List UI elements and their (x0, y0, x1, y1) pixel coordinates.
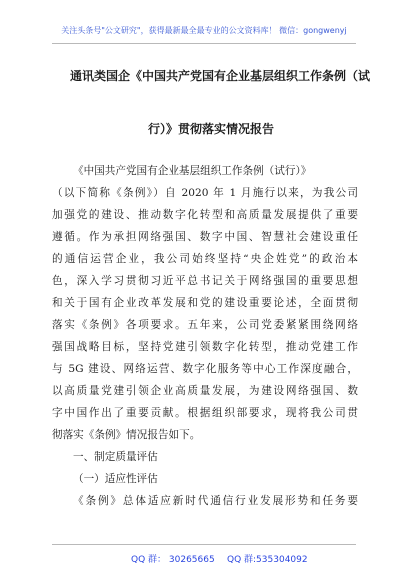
paragraph-intro (52, 160, 358, 446)
body-line: 字中国作出了重要贡献。根据组织部要求，现将我公司贯 (52, 407, 358, 419)
section-heading (52, 446, 358, 468)
body-line: 强国战略目标，坚持党建引领数字化转型，推动党建工作 (52, 341, 358, 353)
body-line: （以下简称《条例》）自 2020 年 1 月施行以来，为我公司 (52, 187, 358, 199)
qq-group-2: QQ 群:535304092 (227, 555, 308, 565)
section-heading-text: 一、制定质量评估 (73, 451, 158, 463)
body-line: 和关于国有企业改革发展和党的建设重要论述，全面贯彻 (52, 297, 358, 309)
subsection-heading (52, 468, 358, 490)
qq-group-1: QQ 群： 30265665 (131, 555, 215, 565)
document-title-line-2: 行）》贯彻落实情况报告 (148, 122, 275, 136)
header-divider (52, 43, 356, 44)
body-line: 与 5G 建设、网络运营、数字化服务等中心工作深度融合， (52, 363, 358, 375)
body-line: 《中国共产党国有企业基层组织工作条例（试行）》 (73, 165, 312, 177)
footer-divider (52, 544, 356, 545)
paragraph-assessment (52, 490, 358, 512)
body-line: 以高质量党建引领企业高质量发展，为建设网络强国、数 (52, 385, 358, 397)
promo-banner: 关注头条号"公文研究"，获得最新最全最专业的公文资料库！ 微信：gongwenyj (61, 26, 347, 35)
body-line: 《条例》总体适应新时代通信行业发展形势和任务要 (73, 495, 358, 507)
body-line: 加强党的建设、推动数字化转型和高质量发展提供了重要 (52, 209, 358, 221)
body-line: 彻落实《条例》情况报告如下。 (52, 429, 201, 441)
subsection-heading-text: （一）适应性评估 (73, 473, 158, 485)
body-line: 的通信运营企业，我公司始终坚持“央企姓党”的政治本 (52, 253, 358, 265)
document-body (52, 160, 358, 512)
document-title-line-1: 通讯类国企《中国共产党国有企业基层组织工作条例（试 (70, 69, 371, 83)
body-line: 遵循。作为承担网络强国、数字中国、智慧社会建设重任 (52, 231, 358, 243)
body-line: 落实《条例》各项要求。五年来，公司党委紧紧围绕网络 (52, 319, 358, 331)
body-line: 色，深入学习贯彻习近平总书记关于网络强国的重要思想 (52, 275, 358, 287)
